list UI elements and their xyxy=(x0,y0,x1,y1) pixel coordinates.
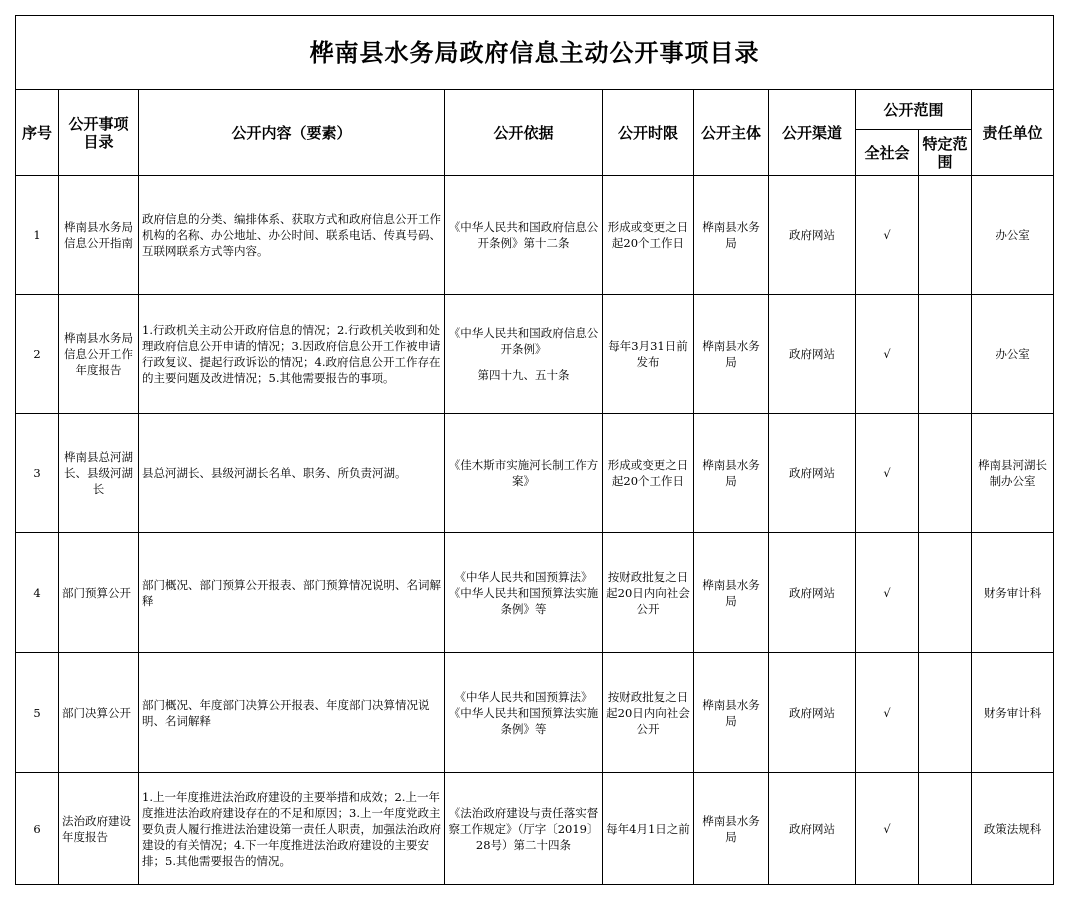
row-basis-text: 《中华人民共和国预算法》《中华人民共和国预算法实施条例》等 xyxy=(448,569,599,616)
row-subject: 桦南县水务局 xyxy=(694,533,769,653)
row-deadline: 每年3月31日前发布 xyxy=(603,295,694,414)
row-basis-text: 《法治政府建设与责任落实督察工作规定》（厅字〔2019〕28号）第二十四条 xyxy=(448,805,599,852)
row-scope-specific xyxy=(919,773,972,885)
row-unit: 财务审计科 xyxy=(972,653,1054,773)
row-channel: 政府网站 xyxy=(769,653,856,773)
table-row xyxy=(16,533,1054,653)
disclosure-catalog-table xyxy=(15,15,1054,885)
row-content: 部门概况、部门预算公开报表、部门预算情况说明、名词解释 xyxy=(139,533,445,653)
page-title: 桦南县水务局政府信息主动公开事项目录 xyxy=(16,16,1054,90)
row-subject: 桦南县水务局 xyxy=(694,414,769,533)
row-scope-all-check: √ xyxy=(856,653,919,773)
row-item: 部门预算公开 xyxy=(59,533,139,653)
row-scope-all-check: √ xyxy=(856,773,919,885)
table-row xyxy=(16,414,1054,533)
row-unit: 办公室 xyxy=(972,176,1054,295)
table-row xyxy=(16,773,1054,885)
row-scope-specific xyxy=(919,533,972,653)
row-basis-articles: 第四十九、五十条 xyxy=(477,368,570,382)
row-channel: 政府网站 xyxy=(769,176,856,295)
row-unit: 政策法规科 xyxy=(972,773,1054,885)
row-subject: 桦南县水务局 xyxy=(694,653,769,773)
row-deadline: 按财政批复之日起20日内向社会公开 xyxy=(603,653,694,773)
row-unit: 财务审计科 xyxy=(972,533,1054,653)
row-basis-text: 《中华人民共和国政府信息公开条例》第十二条 xyxy=(448,220,599,250)
row-basis xyxy=(445,295,603,414)
header-basis: 公开依据 xyxy=(445,90,603,176)
row-deadline: 按财政批复之日起20日内向社会公开 xyxy=(603,533,694,653)
table-row xyxy=(16,176,1054,295)
row-unit: 桦南县河湖长制办公室 xyxy=(972,414,1054,533)
header-scope-all: 全社会 xyxy=(856,130,919,176)
row-basis xyxy=(445,176,603,295)
header-seq: 序号 xyxy=(16,90,59,176)
row-content: 县总河湖长、县级河湖长名单、职务、所负责河湖。 xyxy=(139,414,445,533)
row-content: 1.行政机关主动公开政府信息的情况；2.行政机关收到和处理政府信息公开申请的情况；3.因政府信息公开工作被申请行政复议、提起行政诉讼的情况；4.政府信息公开工作存在的主要问题及改进情况；5.其他需要报告的事项。 xyxy=(139,295,445,414)
row-scope-specific xyxy=(919,295,972,414)
row-basis xyxy=(445,773,603,885)
row-deadline: 形成或变更之日起20个工作日 xyxy=(603,176,694,295)
row-basis xyxy=(445,533,603,653)
row-deadline: 形成或变更之日起20个工作日 xyxy=(603,414,694,533)
row-basis xyxy=(445,653,603,773)
row-item: 桦南县总河湖长、县级河湖长 xyxy=(59,414,139,533)
row-deadline: 每年4月1日之前 xyxy=(603,773,694,885)
table-row xyxy=(16,653,1054,773)
header-scope: 公开范围 xyxy=(856,90,972,130)
header-subject: 公开主体 xyxy=(694,90,769,176)
row-scope-specific xyxy=(919,414,972,533)
header-content: 公开内容（要素） xyxy=(139,90,445,176)
row-basis-text: 《佳木斯市实施河长制工作方案》 xyxy=(448,458,599,488)
row-channel: 政府网站 xyxy=(769,295,856,414)
row-content: 部门概况、年度部门决算公开报表、年度部门决算情况说明、名词解释 xyxy=(139,653,445,773)
row-channel: 政府网站 xyxy=(769,533,856,653)
header-item: 公开事项目录 xyxy=(59,90,139,176)
row-basis-text: 《中华人民共和国政府信息公开条例》 xyxy=(448,326,599,356)
row-seq: 6 xyxy=(16,773,59,885)
row-basis-text: 《中华人民共和国预算法》《中华人民共和国预算法实施条例》等 xyxy=(448,689,599,736)
row-subject: 桦南县水务局 xyxy=(694,773,769,885)
row-channel: 政府网站 xyxy=(769,773,856,885)
row-item: 桦南县水务局信息公开工作年度报告 xyxy=(59,295,139,414)
row-subject: 桦南县水务局 xyxy=(694,295,769,414)
row-content: 政府信息的分类、编排体系、获取方式和政府信息公开工作机构的名称、办公地址、办公时间、联系电话、传真号码、互联网联系方式等内容。 xyxy=(139,176,445,295)
row-seq: 4 xyxy=(16,533,59,653)
row-unit: 办公室 xyxy=(972,295,1054,414)
row-scope-all-check: √ xyxy=(856,414,919,533)
row-item: 部门决算公开 xyxy=(59,653,139,773)
row-scope-all-check: √ xyxy=(856,176,919,295)
header-scope-specific: 特定范围 xyxy=(919,130,972,176)
row-content: 1.上一年度推进法治政府建设的主要举措和成效；2.上一年度推进法治政府建设存在的不足和原因；3.上一年度党政主要负责人履行推进法治建设第一责任人职责，加强法治政府建设的有关情况；4.下一年度推进法治政府建设的主要安排；5.其他需要报告的情况。 xyxy=(139,773,445,885)
row-item: 桦南县水务局信息公开指南 xyxy=(59,176,139,295)
row-seq: 2 xyxy=(16,295,59,414)
row-item: 法治政府建设年度报告 xyxy=(59,773,139,885)
row-seq: 5 xyxy=(16,653,59,773)
table-row xyxy=(16,295,1054,414)
header-channel: 公开渠道 xyxy=(769,90,856,176)
header-unit: 责任单位 xyxy=(972,90,1054,176)
row-seq: 1 xyxy=(16,176,59,295)
header-deadline: 公开时限 xyxy=(603,90,694,176)
row-scope-all-check: √ xyxy=(856,533,919,653)
row-seq: 3 xyxy=(16,414,59,533)
row-channel: 政府网站 xyxy=(769,414,856,533)
row-subject: 桦南县水务局 xyxy=(694,176,769,295)
row-scope-specific xyxy=(919,176,972,295)
row-scope-specific xyxy=(919,653,972,773)
row-basis xyxy=(445,414,603,533)
row-scope-all-check: √ xyxy=(856,295,919,414)
